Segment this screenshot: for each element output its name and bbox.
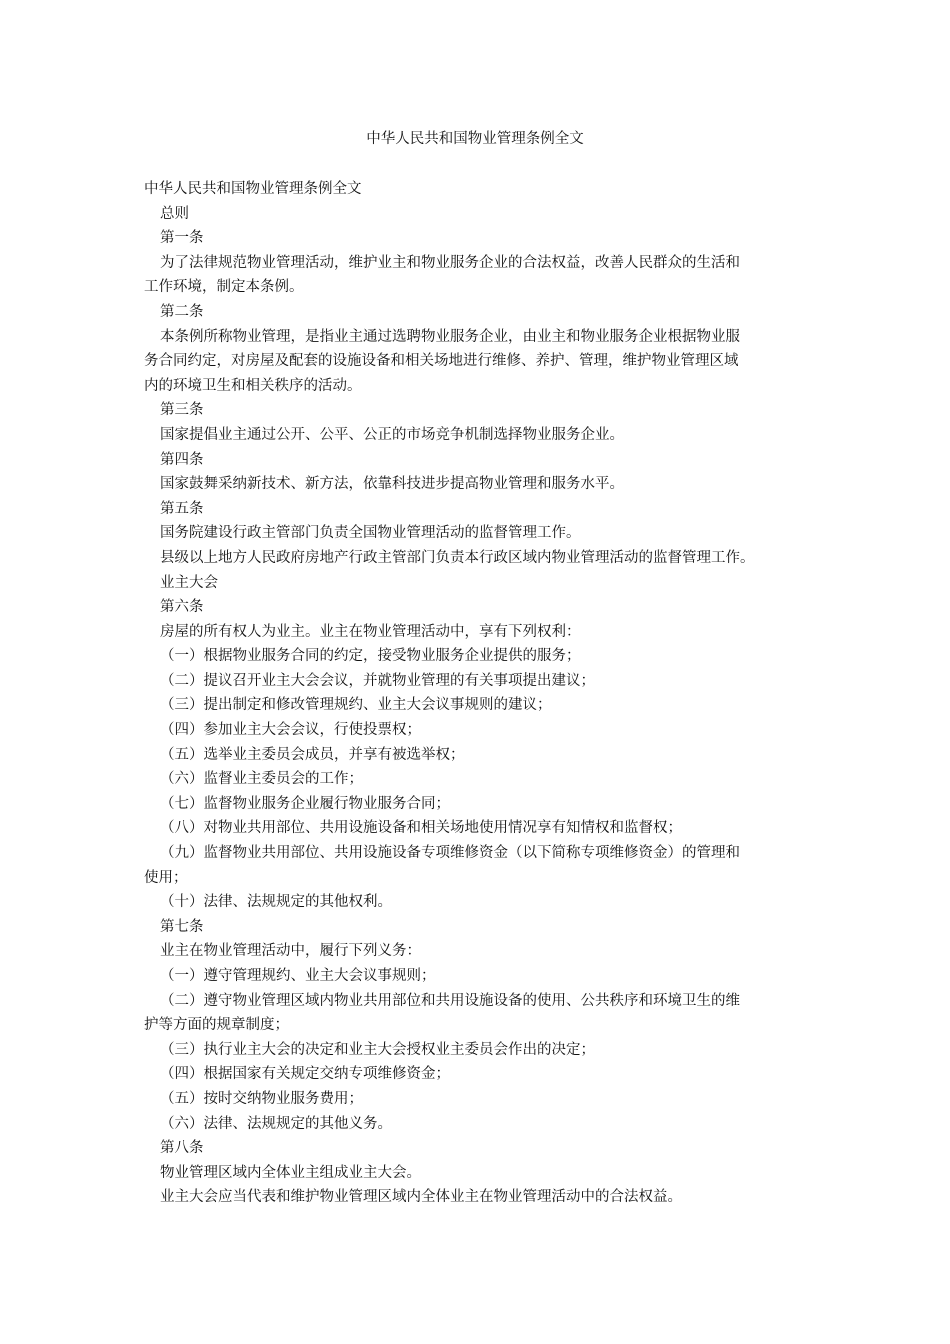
text-line: （一）根据物业服务合同的约定，接受物业服务企业提供的服务； [160,648,581,665]
text-line: 国务院建设行政主管部门负责全国物业管理活动的监督管理工作。 [160,525,581,542]
text-line: 国家鼓舞采纳新技术、新方法，依靠科技进步提高物业管理和服务水平。 [160,476,624,493]
text-line: 县级以上地方人民政府房地产行政主管部门负责本行政区域内物业管理活动的监督管理工作。 [160,549,755,566]
text-line: 第七条 [160,918,204,935]
text-line: 使用； [144,869,188,886]
text-line: （六）监督业主委员会的工作； [160,771,363,788]
text-line: 本条例所称物业管理，是指业主通过选聘物业服务企业，由业主和物业服务企业根据物业服 [160,328,740,345]
text-line: （八）对物业共用部位、共用设施设备和相关场地使用情况享有知情权和监督权； [160,820,682,837]
document-body [144,177,824,1210]
text-line: 护等方面的规章制度； [144,1017,289,1034]
text-line: 业主在物业管理活动中，履行下列义务： [160,943,421,960]
text-line: 中华人民共和国物业管理条例全文 [144,181,362,197]
text-line: 国家提倡业主通过公开、公平、公正的市场竞争机制选择物业服务企业。 [160,426,624,443]
text-line: （三）提出制定和修改管理规约、业主大会议事规则的建议； [160,697,552,714]
text-line: 业主大会应当代表和维护物业管理区域内全体业主在物业管理活动中的合法权益。 [160,1189,682,1206]
document-title: 中华人民共和国物业管理条例全文 [366,131,584,147]
text-line: （四）参加业主大会会议，行使投票权； [160,722,421,739]
text-line: 总则 [160,205,189,222]
text-line: 第六条 [160,599,204,616]
text-line: （二）提议召开业主大会会议，并就物业管理的有关事项提出建议； [160,672,595,689]
text-line: 内的环境卫生和相关秩序的活动。 [144,377,362,394]
text-line: 第一条 [160,230,204,247]
text-line: （二）遵守物业管理区域内物业共用部位和共用设施设备的使用、公共秩序和环境卫生的维 [160,992,740,1009]
text-line: （一）遵守管理规约、业主大会议事规则； [160,968,436,984]
text-line: 第四条 [160,451,204,468]
text-line: 第三条 [160,402,204,419]
text-line: 物业管理区域内全体业主组成业主大会。 [160,1164,421,1181]
text-line: （五）按时交纳物业服务费用； [160,1090,363,1107]
text-line: 工作环境，制定本条例。 [144,279,304,296]
text-line: 务合同约定，对房屋及配套的设施设备和相关场地进行维修、养护、管理，维护物业管理区域 [144,353,739,370]
text-line: 第五条 [160,500,204,517]
text-line: 第八条 [160,1140,204,1157]
text-line: （三）执行业主大会的决定和业主大会授权业主委员会作出的决定； [160,1041,595,1058]
text-line: 业主大会 [160,574,218,591]
text-line: （六）法律、法规规定的其他义务。 [160,1115,392,1132]
text-line: 为了法律规范物业管理活动，维护业主和物业服务企业的合法权益，改善人民群众的生活和 [160,254,740,271]
text-line: 房屋的所有权人为业主。业主在物业管理活动中，享有下列权利： [160,623,581,640]
text-line: （十）法律、法规规定的其他权利。 [160,894,392,911]
text-line: （九）监督物业共用部位、共用设施设备专项维修资金（以下简称专项维修资金）的管理和 [160,845,740,862]
text-line: （四）根据国家有关规定交纳专项维修资金； [160,1066,450,1083]
text-line: （七）监督物业服务企业履行物业服务合同； [160,795,450,812]
text-line: 第二条 [160,303,204,320]
text-line: （五）选举业主委员会成员，并享有被选举权； [160,746,465,763]
